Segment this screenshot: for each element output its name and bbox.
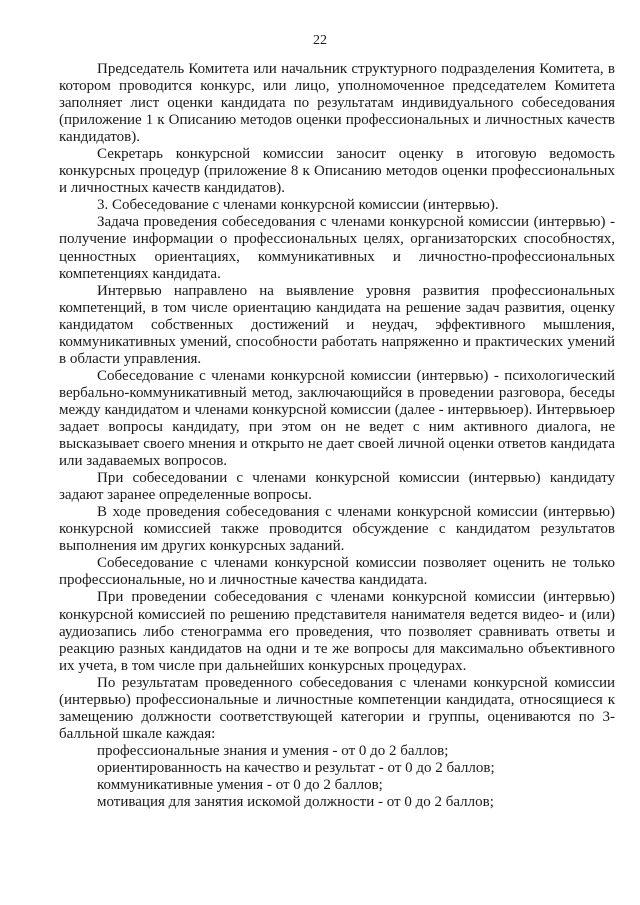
paragraph-interview-task: Задача проведения собеседования с членами конкурсной комиссии (интервью) - получение информации о профессиональных целях, организаторских способностях, ценностных ориентациях, коммуникативных и личностно-профессиональных компетенциях кандидата. <box>59 214 615 282</box>
criterion-communication-skills: коммуникативные умения - от 0 до 2 баллов; <box>97 776 383 793</box>
paragraph-predefined-questions: При собеседовании с членами конкурсной комиссии (интервью) кандидату задают заранее определенные вопросы. <box>59 470 615 504</box>
document-body <box>59 61 615 811</box>
page-number: 22 <box>313 33 327 48</box>
criterion-quality-orientation: ориентированность на качество и результат - от 0 до 2 баллов; <box>97 759 495 776</box>
paragraph-task-discussion: В ходе проведения собеседования с членами конкурсной комиссии (интервью) конкурсной комиссией также проводится обсуждение с кандидатом результатов выполнения им других конкурсных заданий. <box>59 504 615 555</box>
paragraph-qualities-assessment: Собеседование с членами конкурсной комиссии позволяет оценить не только профессиональные, но и личностные качества кандидата. <box>59 555 615 589</box>
paragraph-interview-purpose: Интервью направлено на выявление уровня развития профессиональных компетенций, в том числе ориентацию кандидата на решение задач развития, оценку кандидатом собственных достижений и неудач, эффективного мышления, коммуникативных умений, способности работать напряженно и практических умений в области управления. <box>59 282 615 367</box>
criterion-motivation: мотивация для занятия искомой должности - от 0 до 2 баллов; <box>97 794 494 811</box>
paragraph-secretary-record: Секретарь конкурсной комиссии заносит оценку в итоговую ведомость конкурсных процедур (приложение 8 к Описанию методов оценки профессиональных и личностных качеств кандидатов). <box>59 146 615 197</box>
paragraph-chairman-assessment: Председатель Комитета или начальник структурного подразделения Комитета, в котором проводится конкурс, или лицо, уполномоченное председателем Комитета заполняет лист оценки кандидата по результатам индивидуального собеседования (приложение 1 к Описанию методов оценки профессиональных и личностных качеств кандидатов). <box>59 61 615 146</box>
criterion-professional-knowledge: профессиональные знания и умения - от 0 до 2 баллов; <box>97 742 449 759</box>
paragraph-scoring-scale: По результатам проведенного собеседования с членами конкурсной комиссии (интервью) профессиональные и личностные компетенции кандидата, относящиеся к замещению должности соответствующей категории и группы, оцениваются по 3-балльной шкале каждая: <box>59 674 615 742</box>
paragraph-recording: При проведении собеседования с членами конкурсной комиссии (интервью) конкурсной комиссией по решению представителя нанимателя ведется видео- и (или) аудиозапись либо стенограмма его проведения, что позволяет сравнивать ответы и реакцию разных кандидатов на одни и те же вопросы для максимально объективного их учета, в том числе при дальнейших конкурсных процедурах. <box>59 589 615 674</box>
paragraph-interview-method: Собеседование с членами конкурсной комиссии (интервью) - психологический вербально-коммуникативный метод, заключающийся в проведении разговора, беседы между кандидатом и членами конкурсной комиссии (далее - интервьюер). Интервьюер задает вопросы кандидату, при этом он не ведет с ним активного диалога, не высказывает своего мнения и открыто не дает своей личной оценки ответов кандидата или задаваемых вопросов. <box>59 367 615 470</box>
section-heading-interview: 3. Собеседование с членами конкурсной комиссии (интервью). <box>97 197 499 214</box>
